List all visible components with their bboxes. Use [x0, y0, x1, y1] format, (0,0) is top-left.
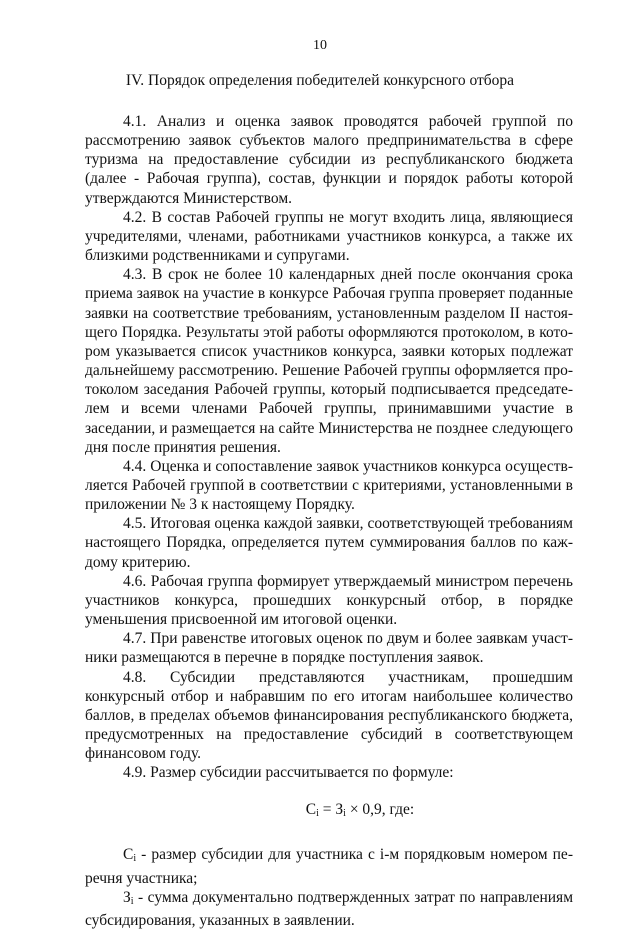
paragraph-4-3: 4.3. В срок не более 10 календарных дней после окончания срока приема заявок на участие в конкурсе Рабочая группа проверяет поданные заявки на соответствие требованиям, установленным разделом II настоящего Порядка. Результаты этой работы оформляются протоколом, в котором указывается список участников конкурса, заявки которых подлежат дальнейшему рассмотрению. Решение Рабочей группы оформляется протоколом заседания Рабочей группы, который подписывается председателем и всеми членами Рабочей группы, принимавшими участие в заседании, и размещается на сайте Министерства не позднее следующего дня после принятия решения.	[85, 266, 573, 456]
document-body	[85, 112, 573, 930]
formula-c-symbol: С	[305, 801, 317, 819]
definition-c	[85, 845, 573, 887]
section-title: IV. Порядок определения победителей конкурсного отбора	[125, 72, 515, 89]
definition-c-text: - размер субсидии для участника с i-м порядковым номером перечня участника;	[85, 846, 573, 887]
paragraph-4-2: 4.2. В состав Рабочей группы не могут входить лица, являющиеся учредителями, членами, работниками участников конкурса, а также их близкими родственниками и супругами.	[85, 208, 573, 265]
paragraph-4-9: 4.9. Размер субсидии рассчитывается по формуле:	[123, 764, 454, 782]
formula-z-symbol: З	[335, 801, 344, 819]
definition-z	[85, 888, 573, 930]
paragraph-4-1: 4.1. Анализ и оценка заявок проводятся рабочей группой по рассмотрению заявок субъектов малого предпринимательства в сфере туризма на предоставление субсидии из республиканского бюджета (далее - Рабочая группа), состав, функции и порядок работы которой утверждаются Министерством.	[85, 113, 573, 207]
formula-rest: × 0,9, где:	[345, 801, 415, 819]
paragraph-4-5: 4.5. Итоговая оценка каждой заявки, соответствующей требованиям настоящего Порядка, определяется путем суммирования баллов по каждому критерию.	[85, 515, 573, 571]
paragraph-4-7: 4.7. При равенстве итоговых оценок по двум и более заявкам участники размещаются в перечне в порядке поступления заявок.	[85, 630, 573, 667]
definition-z-subscript: i	[130, 895, 134, 907]
subsidy-formula	[85, 800, 573, 823]
page-number: 10	[313, 38, 327, 53]
paragraph-4-6: 4.6. Рабочая группа формирует утверждаемый министром перечень участников конкурса, прошедших конкурсный отбор, в порядке уменьшения присвоенной им итоговой оценки.	[85, 572, 573, 629]
definition-c-subscript: i	[133, 853, 137, 865]
definition-c-symbol: С	[123, 846, 134, 864]
paragraph-4-8: 4.8. Субсидии представляются участникам, прошедшим конкурсный отбор и набравшим по его итогам наибольшее количество баллов, в пределах объемов финансирования республиканского бюджета, предусмотренных на предоставление субсидий в соответствующем финансовом году.	[85, 668, 573, 763]
formula-equals: =	[318, 801, 336, 819]
formula-c-subscript: i	[316, 808, 319, 820]
definition-z-text: - сумма документально подтвержденных затрат по направлениям субсидирования, указанных в заявлении.	[85, 888, 573, 929]
definition-z-symbol: З	[123, 888, 131, 906]
formula-z-subscript: i	[343, 808, 346, 820]
paragraph-4-4: 4.4. Оценка и сопоставление заявок участников конкурса осуществляется Рабочей группой в соответствии с критериями, установленными в приложении № 3 к настоящему Порядку.	[85, 457, 573, 514]
